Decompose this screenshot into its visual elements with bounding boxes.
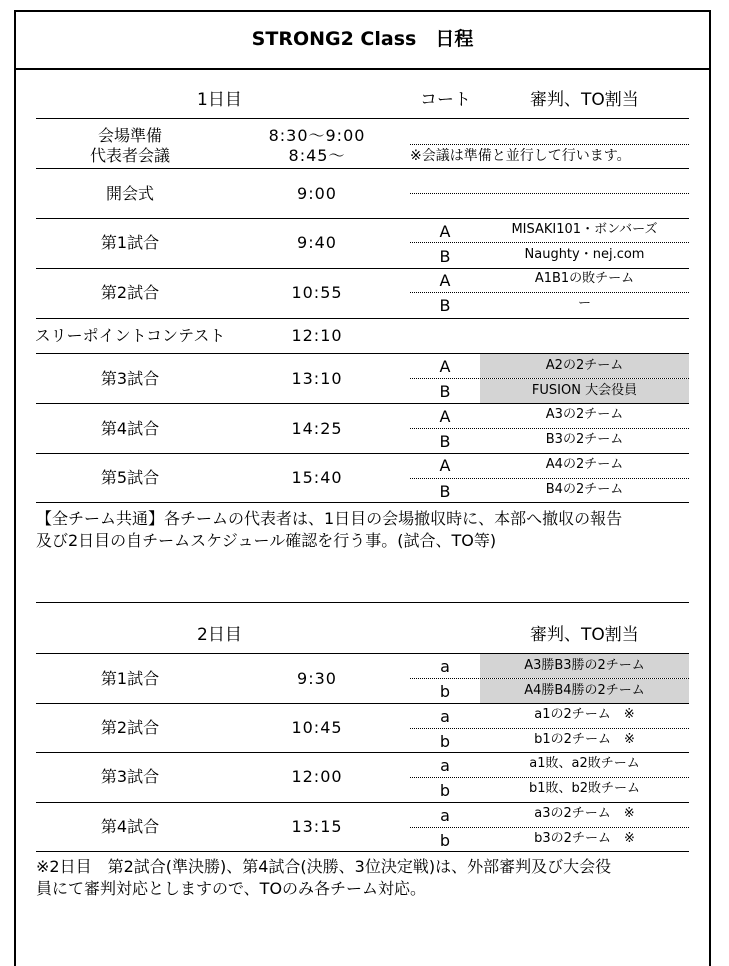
row-divider <box>36 118 689 119</box>
event-prep-line1: 会場準備 <box>97 126 162 145</box>
time-day1-game1: 9:40 <box>297 233 337 252</box>
ref-day2-game4-a: a3の2チーム ※ <box>534 806 635 821</box>
court-a: a <box>440 657 450 676</box>
row-divider <box>36 318 689 319</box>
court-header: コート <box>420 90 471 110</box>
day1-footnote-line1: 【全チーム共通】各チームの代表者は、1日目の会場撤収時に、本部へ撤収の報告 <box>36 509 623 528</box>
time-day1-game3: 13:10 <box>291 369 343 388</box>
section-divider <box>36 602 689 603</box>
ref-day1-game5-a: A4の2チーム <box>545 457 624 472</box>
day1-footnote <box>36 508 622 552</box>
event-day2-game1: 第1試合 <box>100 669 160 688</box>
event-day1-game4: 第4試合 <box>100 419 160 438</box>
event-three-point: スリーポイントコンテスト <box>34 326 226 345</box>
time-day2-game2: 10:45 <box>291 718 343 737</box>
court-b: B <box>439 432 451 451</box>
court-a: A <box>439 407 451 426</box>
ref-day1-game4-a: A3の2チーム <box>545 407 624 422</box>
event-opening: 開会式 <box>105 184 154 203</box>
ref-day1-game3-b: FUSION 大会役員 <box>480 379 689 403</box>
event-day1-game3: 第3試合 <box>100 369 160 388</box>
court-a: a <box>440 756 450 775</box>
time-prep-line1: 8:30～9:00 <box>268 126 366 145</box>
court-a: a <box>440 806 450 825</box>
day2-label: 2日目 <box>197 625 242 645</box>
event-day1-game5: 第5試合 <box>100 468 160 487</box>
ref-day2-game1-b: A4勝B4勝の2チーム <box>480 679 689 703</box>
time-day1-game4: 14:25 <box>291 419 343 438</box>
court-b: B <box>439 296 451 315</box>
court-a: A <box>439 357 451 376</box>
court-b: b <box>439 831 451 850</box>
event-prep-line2: 代表者会議 <box>89 146 170 165</box>
event-day1-game1: 第1試合 <box>100 233 160 252</box>
time-prep-line2: 8:45～ <box>288 146 346 165</box>
ref-day1-game2-b: ー <box>577 296 591 311</box>
court-a: A <box>439 456 451 475</box>
time-opening: 9:00 <box>297 184 337 203</box>
ref-day2-game2-a: a1の2チーム ※ <box>534 707 635 722</box>
ref-day2-game3-a: a1敗、a2敗チーム <box>529 756 640 771</box>
time-day2-game4: 13:15 <box>291 817 343 836</box>
court-a: A <box>439 271 451 290</box>
time-day1-game2: 10:55 <box>291 283 343 302</box>
ref-header-day1: 審判、TO割当 <box>530 90 639 110</box>
event-day2-game4: 第4試合 <box>100 817 160 836</box>
ref-day1-game5-b: B4の2チーム <box>545 482 624 497</box>
court-b: B <box>439 247 451 266</box>
day2-footnote-line2: 員にて審判対応としますので、TOのみ各チーム対応。 <box>36 879 427 898</box>
court-a: a <box>440 707 450 726</box>
day2-footnote-line1: ※2日目 第2試合(準決勝)、第4試合(決勝、3位決定戦)は、外部審判及び大会役 <box>36 857 612 876</box>
time-three-point: 12:10 <box>291 326 343 345</box>
ref-day1-game1-a: MISAKI101・ボンバーズ <box>511 222 658 237</box>
ref-day1-game1-b: Naughty・nej.com <box>524 247 645 262</box>
ref-day1-game2-a: A1B1の敗チーム <box>534 271 635 286</box>
time-day1-game5: 15:40 <box>291 468 343 487</box>
ref-header-day2: 審判、TO割当 <box>530 625 639 645</box>
ref-day2-game4-b: b3の2チーム ※ <box>534 831 635 846</box>
page-title: STRONG2 Class 日程 <box>251 28 474 50</box>
court-b: b <box>439 781 451 800</box>
dotted-divider <box>410 193 689 194</box>
court-b: B <box>439 382 451 401</box>
court-b: B <box>439 482 451 501</box>
day1-footnote-line2: 及び2日目の自チームスケジュール確認を行う事。(試合、TO等) <box>36 531 497 550</box>
title-divider <box>14 68 711 70</box>
court-b: b <box>439 682 451 701</box>
row-divider <box>36 168 689 169</box>
event-day2-game2: 第2試合 <box>100 718 160 737</box>
ref-day1-game3-a: A2の2チーム <box>480 354 689 378</box>
row-divider <box>36 502 689 503</box>
ref-day1-game4-b: B3の2チーム <box>545 432 624 447</box>
time-prep <box>257 126 377 166</box>
event-day2-game3: 第3試合 <box>100 767 160 786</box>
ref-day2-game3-b: b1敗、b2敗チーム <box>528 781 641 796</box>
court-a: A <box>439 222 451 241</box>
ref-day2-game1-a: A3勝B3勝の2チーム <box>480 654 689 678</box>
day1-label: 1日目 <box>197 90 242 110</box>
time-day2-game1: 9:30 <box>297 669 337 688</box>
event-prep <box>30 126 230 166</box>
event-day1-game2: 第2試合 <box>100 283 160 302</box>
court-b: b <box>439 732 451 751</box>
row-divider <box>36 851 689 852</box>
ref-day2-game2-b: b1の2チーム ※ <box>534 732 635 747</box>
day2-footnote <box>36 856 611 900</box>
time-day2-game3: 12:00 <box>291 767 343 786</box>
prep-note: ※会議は準備と並行して行います。 <box>410 148 631 164</box>
